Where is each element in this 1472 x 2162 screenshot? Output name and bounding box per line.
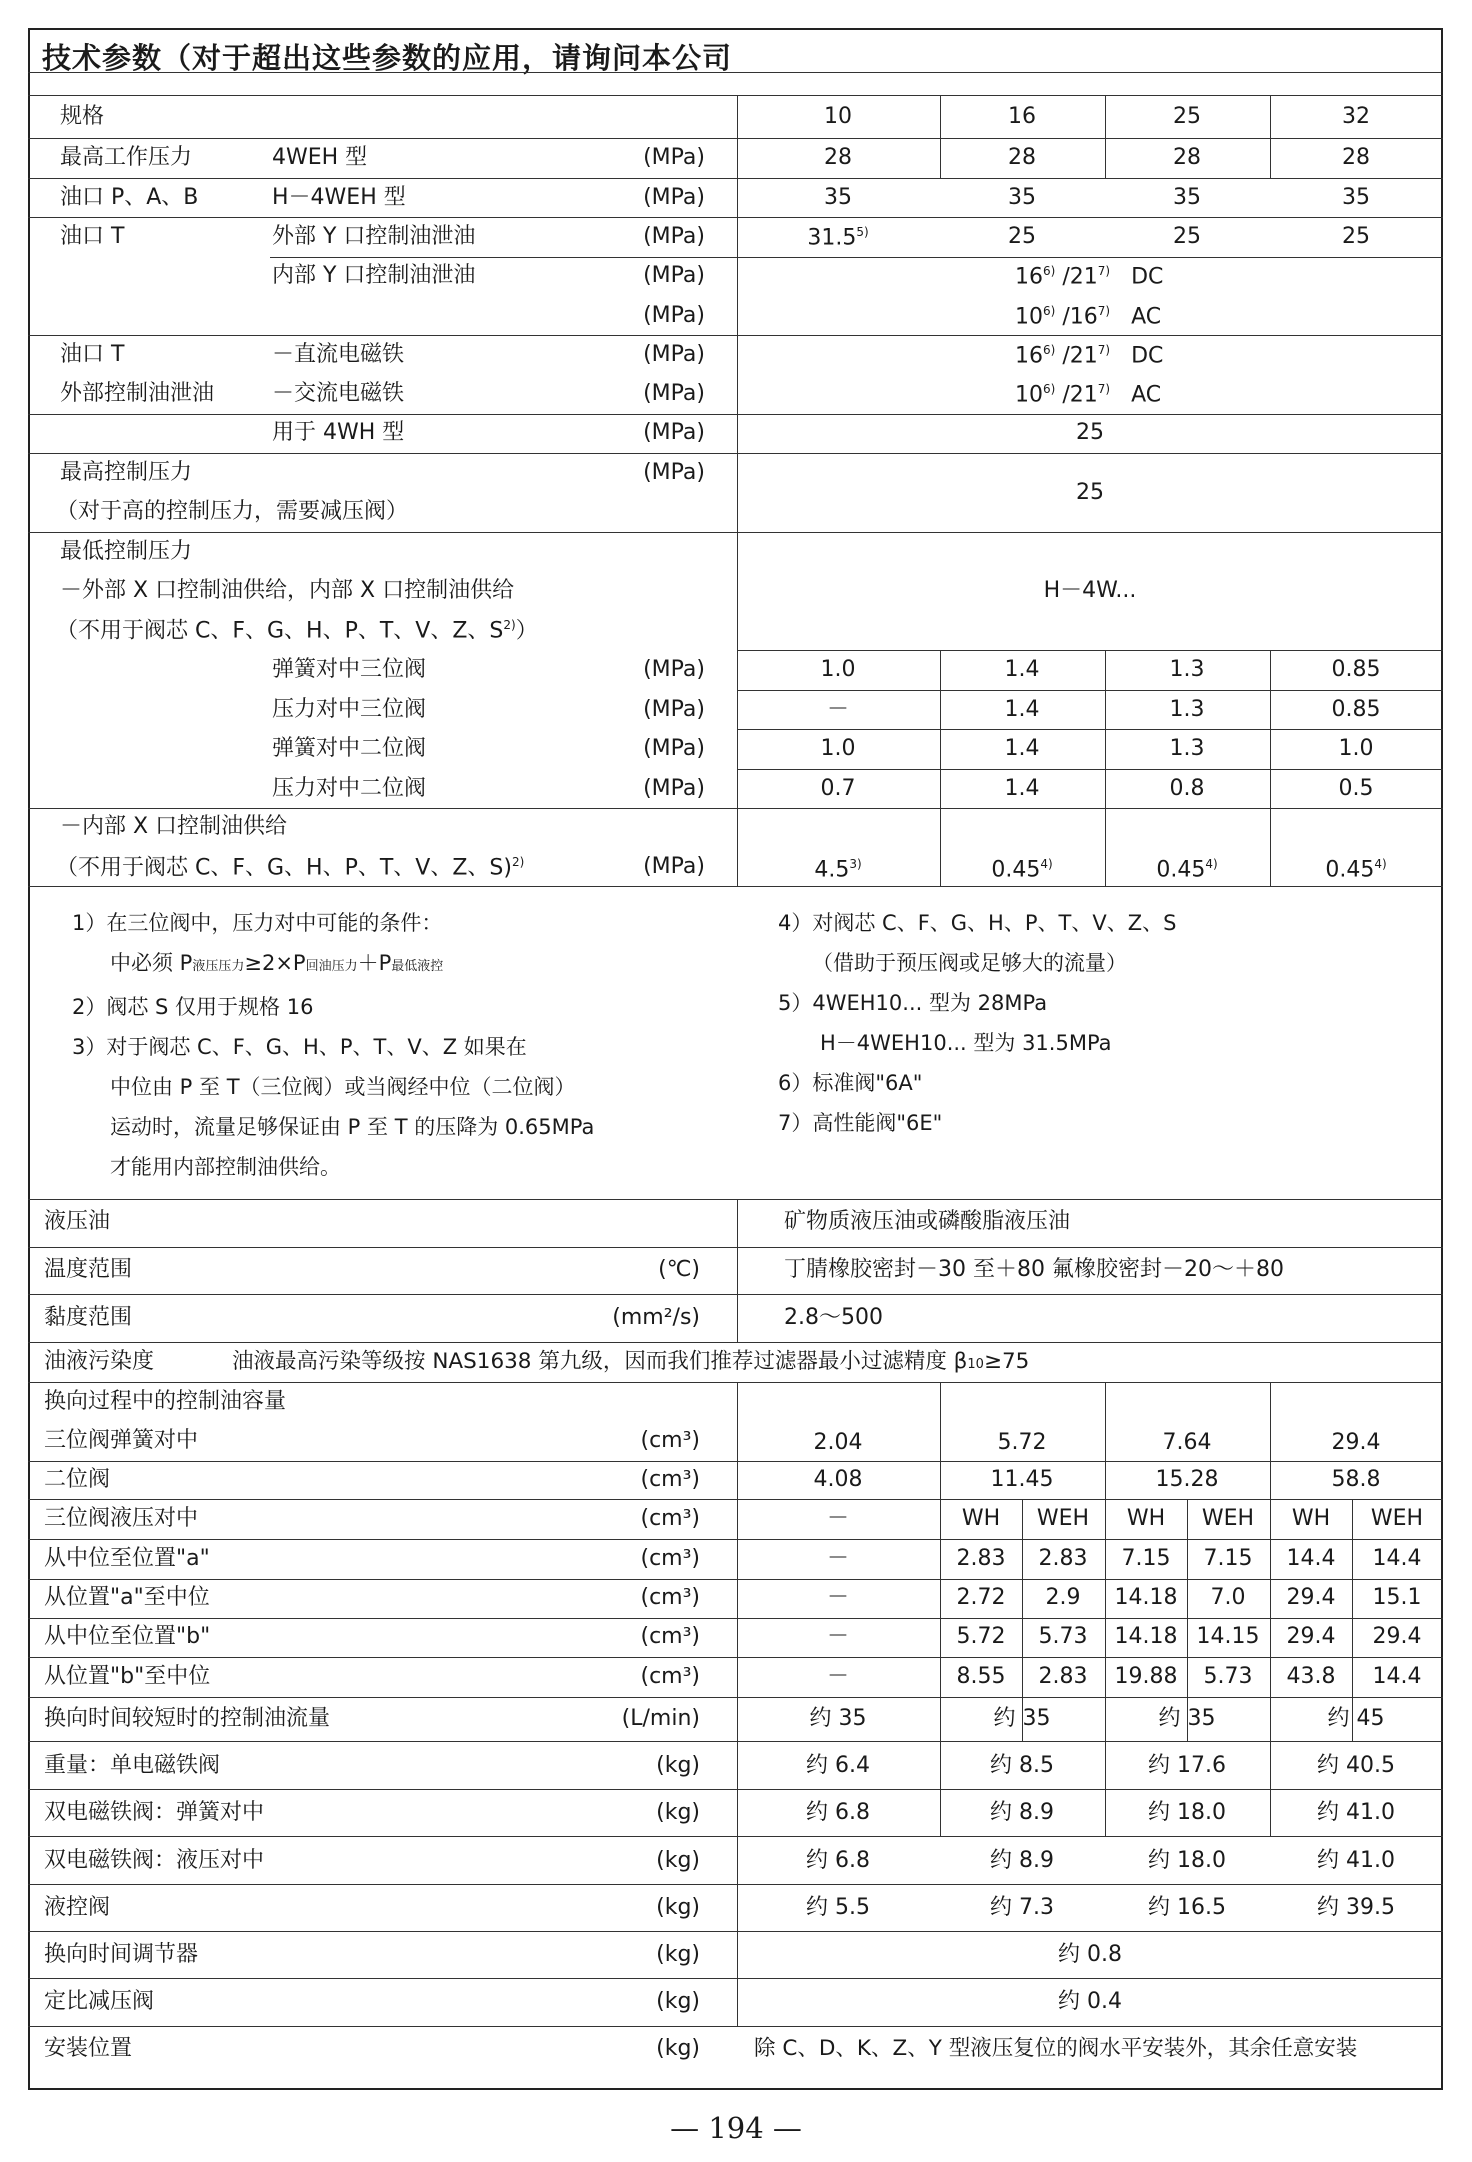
- flow-25: 约 35: [1158, 1706, 1216, 1731]
- minctrl-internal-label1: －内部 X 口控制油供给: [60, 814, 288, 839]
- vol-r3-c5: WH: [1291, 1506, 1331, 1531]
- portT-ext-16: 25: [1008, 224, 1036, 249]
- portT-ext-unit: (MPa): [643, 224, 705, 249]
- maxp-v2-25: 35: [1173, 185, 1201, 210]
- portText-wh: 25: [1076, 420, 1104, 445]
- vol-r6-c0: －: [826, 1624, 850, 1649]
- vol-r4-unit: (cm³): [640, 1546, 700, 1571]
- vol-r2-16: 11.45: [990, 1467, 1054, 1492]
- vol-r6-c5: 29.4: [1286, 1624, 1336, 1649]
- vol-r7-c2: 2.83: [1038, 1664, 1088, 1689]
- portT-int-unit1: (MPa): [643, 263, 705, 288]
- flow-unit: (L/min): [621, 1706, 700, 1731]
- w7-unit: (kg): [656, 2036, 700, 2061]
- minctrl-item3-10: 1.0: [820, 736, 856, 761]
- minctrl-label1: 最低控制压力: [60, 539, 193, 564]
- note-2: 2）阀芯 S 仅用于规格 16: [72, 995, 314, 1019]
- w3-16: 约 8.9: [990, 1848, 1054, 1873]
- vol-r4-label: 从中位至位置"a": [44, 1546, 210, 1571]
- maxctrl-value: 25: [1076, 480, 1104, 505]
- vol-r1-label: 三位阀弹簧对中: [44, 1428, 199, 1453]
- vol-r2-unit: (cm³): [640, 1467, 700, 1492]
- vol-r3-c4: WEH: [1201, 1506, 1255, 1531]
- minctrl-internal-10: 4.5$^{3)}$: [814, 857, 862, 883]
- vol-r3-label: 三位阀液压对中: [44, 1506, 199, 1531]
- note-4-line2: （借助于预压阀或足够大的流量）: [812, 951, 1127, 975]
- size-label: 规格: [60, 104, 105, 129]
- note-7: 7）高性能阀"6E": [778, 1111, 943, 1135]
- note-5: 5）4WEH10... 型为 28MPa: [778, 991, 1048, 1015]
- w6-label: 定比减压阀: [44, 1989, 155, 2014]
- size-25: 25: [1173, 104, 1201, 129]
- maxp-sub2: H－4WEH 型: [272, 185, 406, 210]
- w2-25: 约 18.0: [1148, 1800, 1226, 1825]
- maxp-sub1: 4WEH 型: [272, 145, 368, 170]
- note-4: 4）对阀芯 C、F、G、H、P、T、V、Z、S: [778, 911, 1177, 935]
- w2-32: 约 41.0: [1317, 1800, 1395, 1825]
- vol-r1-25: 7.64: [1162, 1430, 1212, 1455]
- w2-label: 双电磁铁阀：弹簧对中: [44, 1800, 265, 1825]
- note-5-line2: H－4WEH10... 型为 31.5MPa: [820, 1031, 1112, 1055]
- clean-label: 油液污染度: [44, 1349, 155, 1374]
- minctrl-item2-16: 1.4: [1004, 697, 1040, 722]
- vol-r7-c0: －: [826, 1664, 850, 1689]
- vol-r5-c2: 2.9: [1045, 1585, 1081, 1610]
- w4-unit: (kg): [656, 1895, 700, 1920]
- vol-title: 换向过程中的控制油容量: [44, 1389, 287, 1414]
- vol-r6-c1: 5.72: [956, 1624, 1006, 1649]
- portText-sub3: 用于 4WH 型: [272, 420, 405, 445]
- w2-unit: (kg): [656, 1800, 700, 1825]
- vol-r5-c3: 14.18: [1114, 1585, 1178, 1610]
- minctrl-internal-16: 0.45$^{4)}$: [991, 857, 1053, 883]
- minctrl-item4-label: 压力对中二位阀: [272, 776, 427, 801]
- minctrl-internal-unit: (MPa): [643, 854, 705, 879]
- portText-sub2: －交流电磁铁: [272, 381, 405, 406]
- maxp-v2-32: 35: [1342, 185, 1370, 210]
- maxp-unit2: (MPa): [643, 185, 705, 210]
- vol-r2-10: 4.08: [813, 1467, 863, 1492]
- portT-label: 油口 T: [60, 224, 125, 249]
- visc-unit: (mm²/s): [612, 1305, 700, 1330]
- fluid-label: 液压油: [44, 1209, 111, 1234]
- vol-r3-unit: (cm³): [640, 1506, 700, 1531]
- size-10: 10: [824, 104, 852, 129]
- vol-r4-c2: 2.83: [1038, 1546, 1088, 1571]
- w5-unit: (kg): [656, 1942, 700, 1967]
- vol-r7-c4: 5.73: [1203, 1664, 1253, 1689]
- vol-r5-c6: 15.1: [1372, 1585, 1422, 1610]
- w7-value: 除 C、D、K、Z、Y 型液压复位的阀水平安装外，其余任意安装: [754, 2036, 1358, 2061]
- maxp-v1-10: 28: [824, 145, 852, 170]
- minctrl-internal-32: 0.45$^{4)}$: [1325, 857, 1387, 883]
- note-6: 6）标准阀"6A": [778, 1071, 923, 1095]
- w1-10: 约 6.4: [806, 1753, 870, 1778]
- vol-r2-32: 58.8: [1331, 1467, 1381, 1492]
- vol-r6-c3: 14.18: [1114, 1624, 1178, 1649]
- vol-r5-c0: －: [826, 1585, 850, 1610]
- minctrl-item1-10: 1.0: [820, 657, 856, 682]
- vol-r5-label: 从位置"a"至中位: [44, 1585, 210, 1610]
- minctrl-item3-label: 弹簧对中二位阀: [272, 736, 427, 761]
- portT-ext-10: 31.5$^{5)}$: [807, 225, 869, 251]
- vol-r4-c1: 2.83: [956, 1546, 1006, 1571]
- w1-unit: (kg): [656, 1753, 700, 1778]
- w1-25: 约 17.6: [1148, 1753, 1226, 1778]
- minctrl-item3-16: 1.4: [1004, 736, 1040, 761]
- vol-r1-10: 2.04: [813, 1430, 863, 1455]
- vol-r7-label: 从位置"b"至中位: [44, 1664, 211, 1689]
- portText-label1: 油口 T: [60, 342, 125, 367]
- minctrl-item2-unit: (MPa): [643, 697, 705, 722]
- w4-10: 约 5.5: [806, 1895, 870, 1920]
- portT-int-label: 内部 Y 口控制油泄油: [272, 263, 476, 288]
- w5-value: 约 0.8: [1058, 1942, 1122, 1967]
- vol-r1-unit: (cm³): [640, 1428, 700, 1453]
- minctrl-item1-16: 1.4: [1004, 657, 1040, 682]
- vol-r3-c3: WH: [1126, 1506, 1166, 1531]
- maxctrl-label1: 最高控制压力: [60, 460, 193, 485]
- portText-ac: 10$^{6)}$ /21$^{7)}$ AC: [1015, 382, 1162, 408]
- minctrl-internal-25: 0.45$^{4)}$: [1156, 857, 1218, 883]
- w4-32: 约 39.5: [1317, 1895, 1395, 1920]
- vol-r3-c1: WH: [961, 1506, 1001, 1531]
- note-3-line4: 才能用内部控制油供给。: [110, 1155, 341, 1179]
- minctrl-item1-label: 弹簧对中三位阀: [272, 657, 427, 682]
- vol-r4-c6: 14.4: [1372, 1546, 1422, 1571]
- minctrl-item2-32: 0.85: [1331, 697, 1381, 722]
- vol-r4-c4: 7.15: [1203, 1546, 1253, 1571]
- minctrl-item2-10: －: [826, 697, 850, 722]
- vol-r5-c4: 7.0: [1210, 1585, 1246, 1610]
- vol-r2-25: 15.28: [1155, 1467, 1219, 1492]
- vol-r7-c1: 8.55: [956, 1664, 1006, 1689]
- size-32: 32: [1342, 104, 1370, 129]
- note-3: 3）对于阀芯 C、F、G、H、P、T、V、Z 如果在: [72, 1035, 527, 1059]
- vol-r2-label: 二位阀: [44, 1467, 111, 1492]
- portT-int-unit2: (MPa): [643, 303, 705, 328]
- flow-16: 约 35: [993, 1706, 1051, 1731]
- maxp-label2: 油口 P、A、B: [60, 185, 199, 210]
- portText-label2: 外部控制油泄油: [60, 381, 215, 406]
- w1-16: 约 8.5: [990, 1753, 1054, 1778]
- w3-label: 双电磁铁阀：液压对中: [44, 1848, 265, 1873]
- vol-r4-c5: 14.4: [1286, 1546, 1336, 1571]
- temp-unit: (℃): [658, 1257, 700, 1282]
- vol-r7-unit: (cm³): [640, 1664, 700, 1689]
- clean-value: 油液最高污染等级按 NAS1638 第九级，因而我们推荐过滤器最小过滤精度 β10≥75: [232, 1349, 1030, 1374]
- page-title: 技术参数（对于超出这些参数的应用，请询问本公司: [42, 41, 733, 75]
- w3-10: 约 6.8: [806, 1848, 870, 1873]
- maxp-v1-32: 28: [1342, 145, 1370, 170]
- minctrl-label3: （不用于阀芯 C、F、G、H、P、T、V、Z、$S^{2)}$）: [56, 618, 538, 644]
- flow-32: 约 45: [1327, 1706, 1385, 1731]
- portT-ext-25: 25: [1173, 224, 1201, 249]
- w3-25: 约 18.0: [1148, 1848, 1226, 1873]
- portText-unit2: (MPa): [643, 381, 705, 406]
- minctrl-item4-32: 0.5: [1338, 776, 1374, 801]
- vol-r3-c2: WEH: [1036, 1506, 1090, 1531]
- vol-r4-c0: －: [826, 1546, 850, 1571]
- portT-int-ac: 10$^{6)}$ /16$^{7)}$ AC: [1015, 304, 1162, 330]
- w7-label: 安装位置: [44, 2036, 133, 2061]
- minctrl-item3-unit: (MPa): [643, 736, 705, 761]
- portT-ext-label: 外部 Y 口控制油泄油: [272, 224, 476, 249]
- vol-r5-c5: 29.4: [1286, 1585, 1336, 1610]
- maxctrl-label2: （对于高的控制压力，需要减压阀）: [56, 499, 409, 524]
- minctrl-header: H－4W...: [1043, 578, 1137, 603]
- temp-label: 温度范围: [44, 1257, 133, 1282]
- portT-int-dc: 16$^{6)}$ /21$^{7)}$ DC: [1015, 264, 1164, 290]
- vol-r5-unit: (cm³): [640, 1585, 700, 1610]
- minctrl-internal-label2: （不用于阀芯 C、F、G、H、P、T、V、Z、S)$^{2)}$: [56, 855, 525, 881]
- w1-label: 重量：单电磁铁阀: [44, 1753, 221, 1778]
- portT-ext-32: 25: [1342, 224, 1370, 249]
- vol-r6-c6: 29.4: [1372, 1624, 1422, 1649]
- minctrl-item4-10: 0.7: [820, 776, 856, 801]
- notes-left: [72, 903, 712, 1187]
- vol-r7-c3: 19.88: [1114, 1664, 1178, 1689]
- size-16: 16: [1008, 104, 1036, 129]
- flow-10: 约 35: [809, 1706, 867, 1731]
- vol-r4-c3: 7.15: [1121, 1546, 1171, 1571]
- minctrl-item2-25: 1.3: [1169, 697, 1205, 722]
- portText-unit1: (MPa): [643, 342, 705, 367]
- note-1: 1）在三位阀中，压力对中可能的条件：: [72, 911, 443, 935]
- w1-32: 约 40.5: [1317, 1753, 1395, 1778]
- w2-10: 约 6.8: [806, 1800, 870, 1825]
- vol-r6-c2: 5.73: [1038, 1624, 1088, 1649]
- vol-r7-c5: 43.8: [1286, 1664, 1336, 1689]
- vol-r3-c6: WEH: [1370, 1506, 1424, 1531]
- minctrl-label2: －外部 X 口控制油供给，内部 X 口控制油供给: [60, 578, 515, 603]
- temp-value: 丁腈橡胶密封－30 至＋80 氟橡胶密封－20～＋80: [784, 1257, 1284, 1282]
- maxp-v1-25: 28: [1173, 145, 1201, 170]
- minctrl-item3-25: 1.3: [1169, 736, 1205, 761]
- maxp-v2-16: 35: [1008, 185, 1036, 210]
- vol-r7-c6: 14.4: [1372, 1664, 1422, 1689]
- w4-label: 液控阀: [44, 1895, 111, 1920]
- vol-r6-c4: 14.15: [1196, 1624, 1260, 1649]
- minctrl-item1-32: 0.85: [1331, 657, 1381, 682]
- visc-value: 2.8～500: [784, 1305, 883, 1330]
- w4-25: 约 16.5: [1148, 1895, 1226, 1920]
- vol-r6-unit: (cm³): [640, 1624, 700, 1649]
- w4-16: 约 7.3: [990, 1895, 1054, 1920]
- vol-r1-32: 29.4: [1331, 1430, 1381, 1455]
- portText-sub1: －直流电磁铁: [272, 342, 405, 367]
- notes-right: [778, 903, 1418, 1143]
- visc-label: 黏度范围: [44, 1305, 133, 1330]
- note-1-formula: 中必须 P液压压力≥2×P回油压力＋P最低液控: [110, 951, 444, 975]
- w2-16: 约 8.9: [990, 1800, 1054, 1825]
- note-3-line2: 中位由 P 至 T（三位阀）或当阀经中位（二位阀）: [110, 1075, 576, 1099]
- minctrl-item3-32: 1.0: [1338, 736, 1374, 761]
- minctrl-item1-25: 1.3: [1169, 657, 1205, 682]
- maxp-v1-16: 28: [1008, 145, 1036, 170]
- vol-r5-c1: 2.72: [956, 1585, 1006, 1610]
- w6-unit: (kg): [656, 1989, 700, 2014]
- minctrl-item2-label: 压力对中三位阀: [272, 697, 427, 722]
- fluid-value: 矿物质液压油或磷酸脂液压油: [784, 1209, 1071, 1234]
- w6-value: 约 0.4: [1058, 1989, 1122, 2014]
- maxctrl-unit: (MPa): [643, 460, 705, 485]
- vol-r3-c0: －: [826, 1506, 850, 1531]
- page-number: — 194 —: [670, 2111, 802, 2145]
- maxp-unit1: (MPa): [643, 145, 705, 170]
- maxp-label: 最高工作压力: [60, 145, 193, 170]
- minctrl-item1-unit: (MPa): [643, 657, 705, 682]
- w3-unit: (kg): [656, 1848, 700, 1873]
- minctrl-item4-25: 0.8: [1169, 776, 1205, 801]
- w3-32: 约 41.0: [1317, 1848, 1395, 1873]
- maxp-v2-10: 35: [824, 185, 852, 210]
- minctrl-item4-16: 1.4: [1004, 776, 1040, 801]
- w5-label: 换向时间调节器: [44, 1942, 199, 1967]
- vol-r6-label: 从中位至位置"b": [44, 1624, 211, 1649]
- flow-label: 换向时间较短时的控制油流量: [44, 1706, 331, 1731]
- minctrl-item4-unit: (MPa): [643, 776, 705, 801]
- note-3-line3: 运动时，流量足够保证由 P 至 T 的压降为 0.65MPa: [110, 1115, 595, 1139]
- portText-unit3: (MPa): [643, 420, 705, 445]
- portText-dc: 16$^{6)}$ /21$^{7)}$ DC: [1015, 343, 1164, 369]
- vol-r1-16: 5.72: [997, 1430, 1047, 1455]
